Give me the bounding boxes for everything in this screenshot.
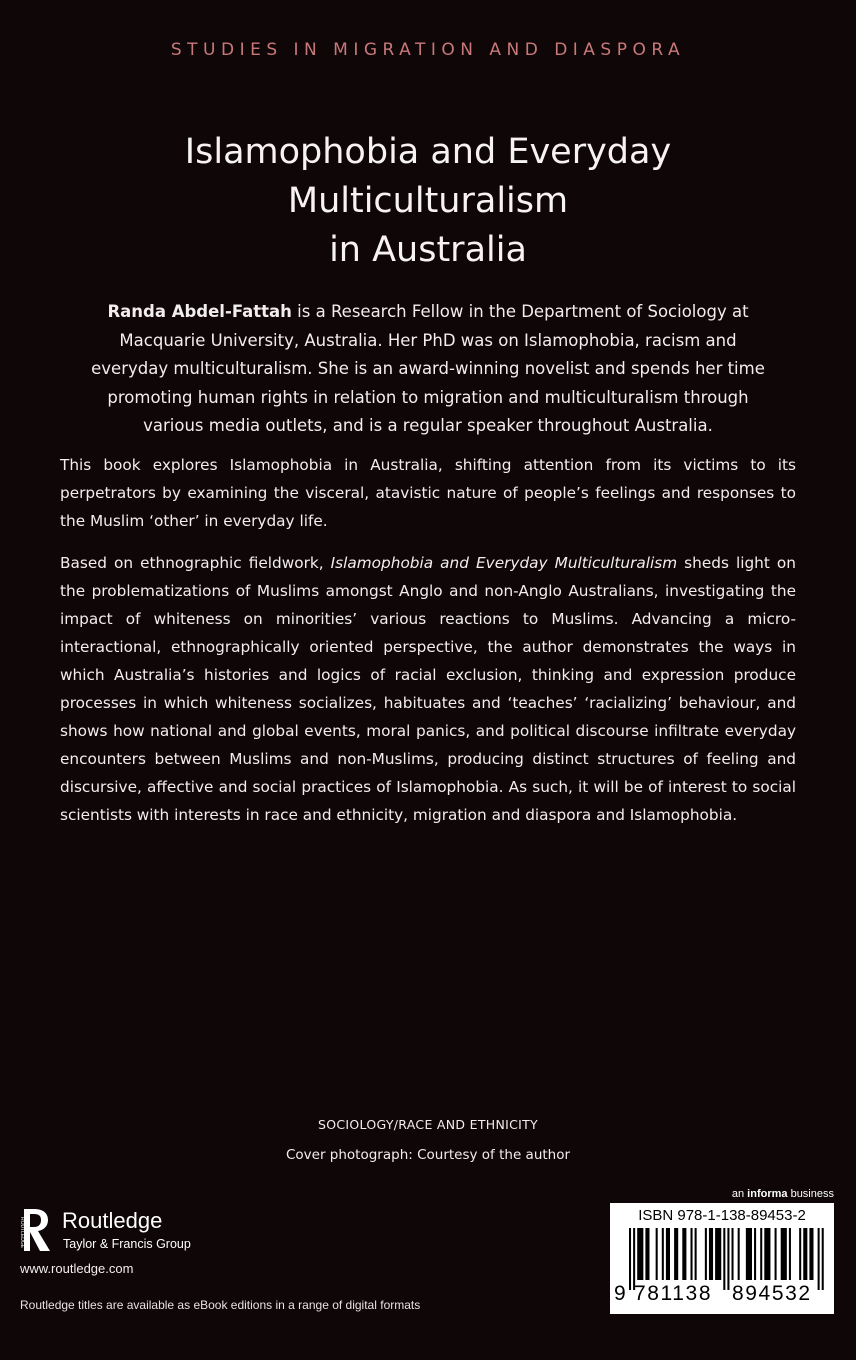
barcode-bar xyxy=(727,1228,729,1290)
barcode-bar xyxy=(629,1228,631,1290)
barcode-bar xyxy=(818,1228,820,1290)
author-bio-text: is a Research Fellow in the Department of Sociology at Macquarie University, Australia. Her PhD was on Islamophobia, racism and everyday multiculturalism. She is an award-winning novelist and spends her time promoting human rights in relation to migration and multiculturalism through various media outlets, and is a regular speaker throughout Australia. xyxy=(91,302,765,435)
barcode-bar xyxy=(775,1228,777,1280)
description-paragraph-1: This book explores Islamophobia in Australia, shifting attention from its victims to its perpetrators by examining the visceral, atavistic nature of people’s feelings and responses to the Muslim ‘other’ in everyday life. xyxy=(60,456,796,530)
isbn-label: ISBN 978-1-138-89453-2 xyxy=(638,1207,806,1224)
barcode-bar xyxy=(822,1228,824,1290)
barcode-bar xyxy=(705,1228,707,1280)
barcode-bar xyxy=(803,1228,807,1280)
barcode-bar xyxy=(746,1228,752,1280)
title-line-1: Islamophobia and Everyday xyxy=(184,132,672,172)
barcode-bar xyxy=(633,1228,635,1290)
barcode-digits-left: 781138 xyxy=(634,1282,713,1305)
barcode-digit-first: 9 xyxy=(614,1282,628,1305)
barcode-bar xyxy=(691,1228,693,1280)
barcode-bar xyxy=(695,1228,697,1280)
photo-credit: Cover photograph: Courtesy of the author xyxy=(285,1147,571,1163)
publisher-website[interactable]: www.routledge.com xyxy=(20,1261,134,1276)
barcode-bar xyxy=(781,1228,787,1280)
barcode-bar xyxy=(656,1228,658,1280)
para2-rest: sheds light on the problematizations of Muslims amongst Anglo and non-Anglo Australians, investigating the impact of whiteness on minorities’ various reactions to Muslims. Advancing a micro-interactional, ethnographically oriented perspective, the author demonstrates the ways in which Australia’s histories and logics of racial exclusion, thinking and expression produce processes in which whiteness socializes, habituates and ‘teaches’ ‘racializing’ behaviour, and shows how national and global events, moral panics, and political discourse infiltrate everyday encounters between Muslims and non-Muslims, producing distinct structures of feeling and discursive, affective and social practices of Islamophobia. As such, it will be of interest to social scientists with interests in race and ethnicity, migration and diaspora and Islamophobia. xyxy=(60,554,796,824)
publisher-name: Routledge xyxy=(62,1208,163,1233)
publisher-logo xyxy=(20,1207,260,1257)
subject-category: SOCIOLOGY/RACE AND ETHNICITY xyxy=(318,1117,538,1132)
para2-start: Based on ethnographic fieldwork, xyxy=(60,554,331,572)
para2-book-title: Islamophobia and Everyday Multiculturalism xyxy=(330,554,678,572)
title-line-3: in Australia xyxy=(329,230,527,270)
barcode-box xyxy=(610,1203,834,1314)
barcode-bar xyxy=(645,1228,649,1280)
author-bio xyxy=(90,298,766,441)
barcode-bar xyxy=(799,1228,801,1280)
informa-brand: informa xyxy=(747,1188,788,1200)
barcode-bar xyxy=(682,1228,686,1280)
barcode-bar xyxy=(723,1228,725,1290)
barcode-bar xyxy=(754,1228,756,1280)
barcode-bar xyxy=(760,1228,762,1280)
barcode-bar xyxy=(789,1228,791,1280)
routledge-logo-icon xyxy=(20,1207,54,1257)
barcode-digits-right: 894532 xyxy=(732,1282,812,1305)
barcode-bar xyxy=(666,1228,670,1280)
description-paragraph-2 xyxy=(60,549,796,829)
barcode-bar xyxy=(709,1228,713,1280)
barcode-bar xyxy=(715,1228,721,1280)
book-title xyxy=(0,128,856,275)
publisher-group: Taylor & Francis Group xyxy=(63,1237,191,1251)
title-line-2: Multiculturalism xyxy=(287,181,569,221)
barcode-bar xyxy=(732,1228,734,1280)
barcode-bar xyxy=(809,1228,813,1280)
informa-business-label: an informa business xyxy=(731,1188,834,1200)
series-label: STUDIES IN MIGRATION AND DIASPORA xyxy=(170,40,686,60)
ebook-note: Routledge titles are available as eBook editions in a range of digital formats xyxy=(20,1298,421,1312)
barcode-bar xyxy=(662,1228,664,1280)
svg-text:ROUTLEDGE: ROUTLEDGE xyxy=(19,1217,25,1249)
barcode-bar xyxy=(637,1228,643,1280)
barcode-bar xyxy=(738,1228,740,1280)
barcode-bar xyxy=(674,1228,678,1280)
barcode-bar xyxy=(764,1228,770,1280)
author-name: Randa Abdel-Fattah xyxy=(107,302,292,321)
